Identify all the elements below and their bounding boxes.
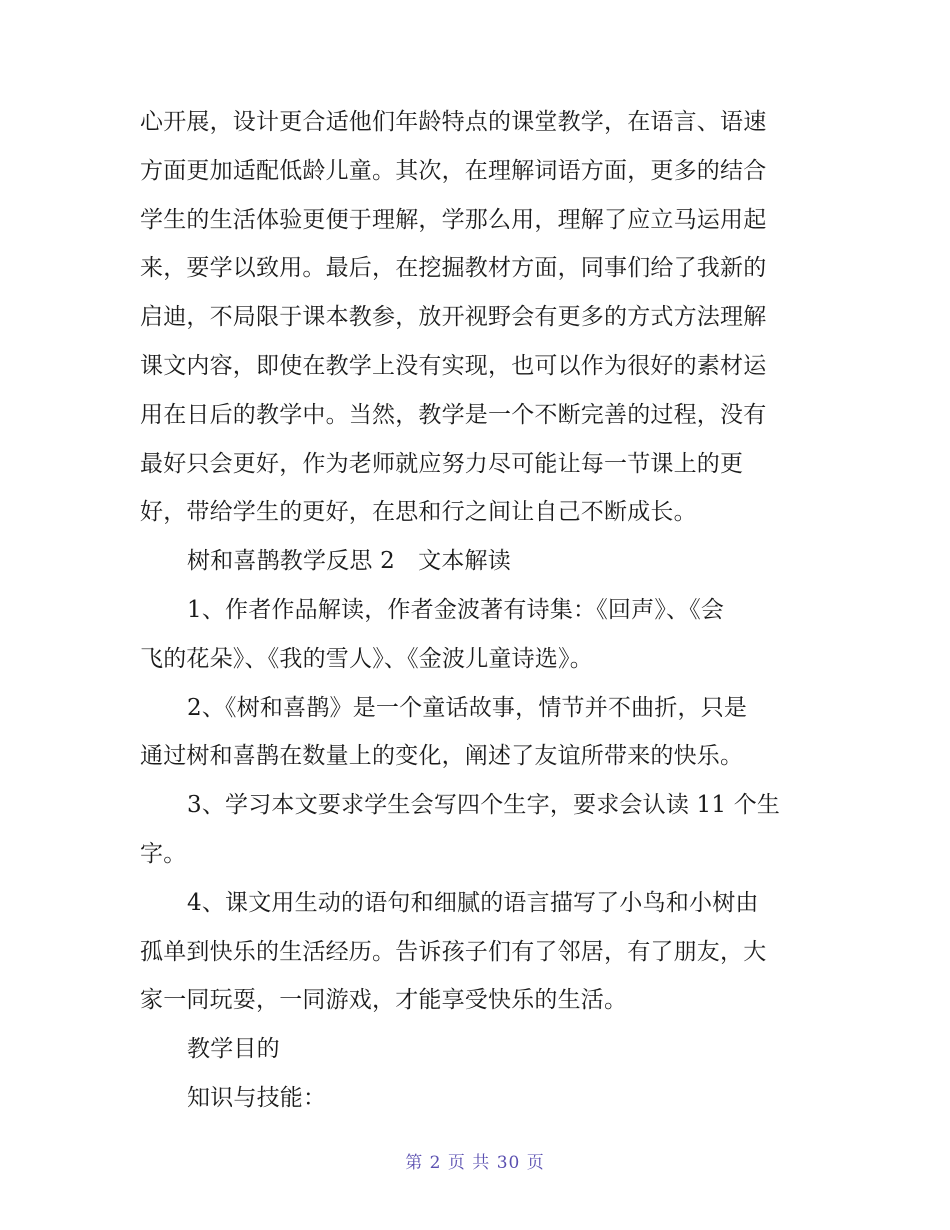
text-line: 好，带给学生的更好，在思和行之间让自己不断成长。 bbox=[140, 499, 697, 526]
list-item: 1、作者作品解读，作者金波著有诗集：《回声》、《会 bbox=[187, 596, 725, 623]
text-line: 心开展，设计更合适他们年龄特点的课堂教学，在语言、语速 bbox=[140, 109, 767, 135]
document-body bbox=[140, 98, 820, 1123]
text-line: 方面更加适配低龄儿童。其次，在理解词语方面，更多的结合 bbox=[140, 157, 767, 184]
text-line: 最好只会更好，作为老师就应努力尽可能让每一节课上的更 bbox=[140, 450, 744, 477]
text-line: 用在日后的教学中。当然，教学是一个不断完善的过程，没有 bbox=[140, 401, 767, 428]
text-line: 孤单到快乐的生活经历。告诉孩子们有了邻居，有了朋友，大 bbox=[140, 938, 767, 965]
text-line: 通过树和喜鹊在数量上的变化，阐述了友谊所带来的快乐。 bbox=[140, 743, 744, 770]
list-item: 3、学习本文要求学生会写四个生字，要求会认读 11 个生 bbox=[187, 792, 781, 819]
text-line: 学生的生活体验更便于理解，学那么用，理解了应立马运用起 bbox=[140, 206, 767, 233]
text-line: 启迪，不局限于课本教参，放开视野会有更多的方式方法理解 bbox=[140, 304, 767, 331]
section-heading: 树和喜鹊教学反思 2 文本解读 bbox=[187, 548, 511, 575]
page-number-footer: 第 2 页 共 30 页 bbox=[405, 1153, 545, 1173]
subheading: 教学目的 bbox=[187, 1036, 280, 1063]
text-line: 课文内容，即使在教学上没有实现，也可以作为很好的素材运 bbox=[140, 352, 767, 379]
text-line: 来，要学以致用。最后，在挖掘教材方面，同事们给了我新的 bbox=[140, 255, 767, 282]
list-item: 2、《树和喜鹊》是一个童话故事，情节并不曲折，只是 bbox=[187, 694, 748, 721]
subheading: 知识与技能： bbox=[187, 1084, 327, 1111]
text-line: 字。 bbox=[140, 840, 187, 867]
text-line: 家一同玩耍，一同游戏，才能享受快乐的生活。 bbox=[140, 987, 628, 1014]
list-item: 4、课文用生动的语句和细腻的语言描写了小鸟和小树由 bbox=[187, 889, 759, 916]
text-line: 飞的花朵》、《我的雪人》、《金波儿童诗选》。 bbox=[140, 645, 593, 672]
